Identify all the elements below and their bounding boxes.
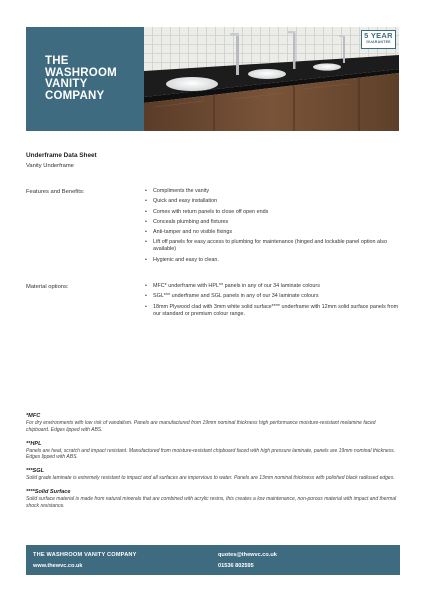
list-item: • SGL*** underframe and SGL panels in any of our 34 laminate colours (145, 293, 400, 300)
list-item: • Compliments the vanity (145, 188, 400, 195)
note-body: Solid surface material is made from natural minerals that are combined with acrylic resins, this creates a low maintenance, non-porous material with impact and thermal shock resistance. (26, 495, 397, 509)
footer-company-name: THE WASHROOM VANITY COMPANY (33, 552, 137, 558)
list-item: • MFC* underframe with HPL** panels in any of our 34 laminate colours (145, 283, 400, 290)
features-list (145, 188, 400, 267)
document-subtitle: Vanity Underframe (26, 163, 74, 169)
brand-logo-text (45, 56, 117, 102)
note-title: ***SGL (26, 468, 45, 475)
list-item: • Hygienic and easy to clean. (145, 257, 400, 264)
document-title: Underframe Data Sheet (26, 152, 97, 159)
list-item: • Quick and easy installation (145, 198, 400, 205)
list-item: • Comes with return panels to close off open ends (145, 209, 400, 216)
brand-line: COMPANY (45, 89, 105, 102)
note-body: For dry environments with low risk of vandalism. Panels are manufactured from 19mm nominal thickness high performance moisture-resistant melamine faced chipboard. Edges lipped with ABS. (26, 420, 376, 433)
materials-label: Material options: (26, 284, 69, 290)
brand-line: WASHROOM (45, 66, 117, 79)
note-title: **HPL (26, 440, 42, 447)
badge-sub-text: GUARANTEE (366, 40, 391, 44)
footer-email-link[interactable]: quotes@thewvc.co.uk (218, 552, 277, 558)
brand-logo-block (26, 27, 144, 131)
guarantee-badge (361, 30, 396, 49)
footer-bar (26, 545, 400, 575)
note-title: *MFC (26, 413, 41, 419)
materials-list (145, 283, 400, 321)
list-item: • Conceals plumbing and fixtures (145, 219, 400, 226)
note-title: ****Solid Surface (26, 488, 71, 495)
features-label: Features and Benefits: (26, 189, 85, 195)
note-body: Panels are heat, scratch and impact resistant. Manufactured from moisture-resistant chipboard faced with high pressure laminate, panels are 19mm nominal thickness. Edges lipped with ABS. (26, 447, 396, 461)
badge-main-text: 5 YEAR (364, 31, 393, 40)
list-item: • Anti-tamper and no visible fixings (145, 229, 400, 236)
note-body: Solid grade laminate is extremely resistant to impact and all surfaces are impervious to water. Panels are 13mm nominal thickness with polished black radiused edges. (26, 475, 395, 482)
list-item: • 18mm Plywood clad with 3mm white solid surface**** underframe with 12mm solid surface panels from our standard or premium colour range. (145, 304, 400, 318)
list-item: • Lift off panels for easy access to plumbing for maintenance (hinged and lockable panel option also available) (145, 239, 400, 253)
material-notes (26, 413, 400, 517)
brand-line: THE (45, 55, 69, 67)
brand-line: VANITY (45, 78, 88, 90)
footer-website-link[interactable]: www.thewvc.co.uk (33, 563, 83, 569)
footer-phone: 01536 802595 (218, 563, 254, 569)
